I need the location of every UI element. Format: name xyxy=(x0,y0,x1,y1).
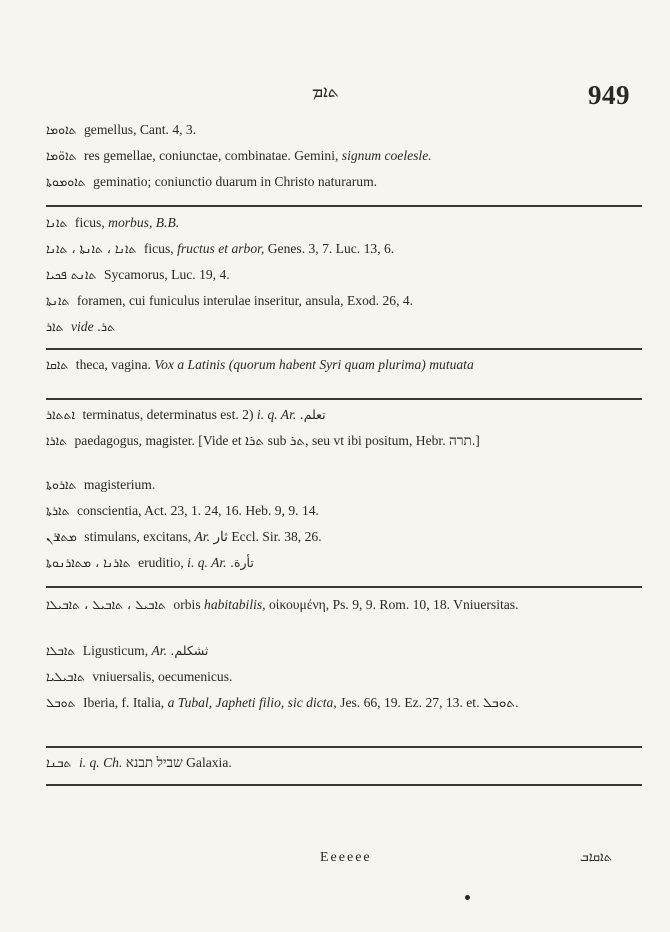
entry xyxy=(46,694,646,712)
entry-italic: i. q. Ar. xyxy=(256,407,297,422)
entry-reference: οἰκουμένη, Ps. 9, 9. Rom. 10, 18. Vniuersitas. xyxy=(268,597,519,612)
entry-reference: ثار Eccl. Sir. 38, 26. xyxy=(213,529,322,544)
entry-gloss: foramen, cui funiculus interulae inseritur, ansula, Exod. 26, 4. xyxy=(76,293,414,308)
entry xyxy=(46,642,646,660)
entry-gloss: stimulans, excitans, xyxy=(84,529,192,544)
section-rule xyxy=(46,784,642,786)
section-rule xyxy=(46,205,642,207)
syriac-headword: ܬܐܩܐ xyxy=(46,357,69,372)
entry-gloss: terminatus, determinatus est. 2) xyxy=(82,407,254,422)
syriac-headword: ܬܐܘܡܘܬܐ xyxy=(46,174,86,189)
entry xyxy=(46,596,646,614)
syriac-headword: ܐܬܬܐܪ xyxy=(46,407,76,422)
entry-gloss: vniuersalis, oecumenicus. xyxy=(92,669,233,684)
syriac-headword: ܬܐܢܐ ، ܬܐܢܬܐ ، ܬܐܢܐ xyxy=(46,241,137,256)
entry-gloss: Iberia, f. Italia, xyxy=(83,695,165,710)
entry-italic: Ar. xyxy=(194,529,211,544)
entry-gloss: Sycamorus, Luc. 19, 4. xyxy=(103,267,230,282)
section-rule xyxy=(46,398,642,400)
arabic-gloss: تأرة. xyxy=(230,555,254,570)
section-rule xyxy=(46,746,642,748)
syriac-headword: ܬܐܪܢܐ ، ܡܬܐܪܢܘܬܐ xyxy=(46,555,131,570)
entry xyxy=(46,476,646,494)
entry-italic: Vox a Latinis (quorum habent Syri quam plurima) mutuata xyxy=(154,357,474,372)
syriac-headword: ܬܐܪܬܐ xyxy=(46,503,70,518)
entry-reference: שביל תבנא Galaxia. xyxy=(125,755,232,770)
entry xyxy=(46,668,646,686)
entry xyxy=(46,147,646,165)
page-footer xyxy=(0,850,670,874)
entry-reference: ܬܪ. xyxy=(97,319,116,334)
entry xyxy=(46,266,646,284)
page-header xyxy=(0,80,670,120)
entry-italic: morbus, xyxy=(108,215,153,230)
entry xyxy=(46,502,646,520)
entry xyxy=(46,121,646,139)
entry xyxy=(46,292,646,310)
entry xyxy=(46,406,646,424)
entry-gloss: orbis xyxy=(173,597,201,612)
entry-gloss: res gemellae, coniunctae, combinatae. Gemini, xyxy=(83,148,339,163)
section-rule xyxy=(46,586,642,588)
arabic-gloss: تعلم. xyxy=(299,407,326,422)
syriac-headword: ܬܐܢܬ ܦܟܝܐ xyxy=(46,267,97,282)
arabic-gloss: ثشكلم. xyxy=(170,643,209,658)
entry-italic: i. q. Ar. xyxy=(187,555,227,570)
section-rule xyxy=(46,348,642,350)
entry xyxy=(46,754,646,772)
syriac-headword: ܬܐܒܠܐ xyxy=(46,643,76,658)
entry xyxy=(46,240,646,258)
entry-gloss: Ligusticum, xyxy=(82,643,149,658)
entry xyxy=(46,356,644,374)
entry xyxy=(46,318,646,336)
syriac-headword: ܬܐܪܐ xyxy=(46,433,68,448)
entry-italic: Ar. xyxy=(151,643,167,658)
entry-italic: signum coelesle. xyxy=(341,148,432,163)
catchword: ܬܐܩܐܒ xyxy=(579,850,612,865)
syriac-headword: ܬܒܢܐ xyxy=(46,755,72,770)
syriac-headword: ܬܐܢܬܐ xyxy=(46,293,70,308)
entry xyxy=(46,528,646,546)
entry-reference: Genes. 3, 7. Luc. 13, 6. xyxy=(267,241,395,256)
entry-gloss: magisterium. xyxy=(83,477,156,492)
entry-reference: B.B. xyxy=(155,215,180,230)
syriac-headword: ܬܐܪ xyxy=(46,319,64,334)
entry-italic: vide xyxy=(70,319,94,334)
signature-mark: Eeeeee xyxy=(320,850,372,865)
syriac-headword: ܬܐܢܐ xyxy=(46,215,68,230)
entry xyxy=(46,173,646,191)
page-number: 949 xyxy=(588,80,630,110)
entry-gloss: eruditio, xyxy=(138,555,184,570)
entry xyxy=(46,214,646,232)
entry-italic: habitabilis, xyxy=(204,597,266,612)
entry-gloss: ficus, xyxy=(143,241,174,256)
syriac-headword: ܬܐܒܝܠ ، ܬܐܒܝܠ ، ܬܐܒܝܠܐ xyxy=(46,597,167,612)
entry-gloss: paedagogus, magister. [Vide et ܬܪܐ sub ܬܪ, seu vt ibi positum, Hebr. תרה.] xyxy=(74,433,480,448)
syriac-headword: ܬܐܪܘܬܐ xyxy=(46,477,77,492)
entry xyxy=(46,554,646,572)
entry-italic: i. q. Ch. xyxy=(78,755,123,770)
syriac-headword: ܬܐܘܡܐ xyxy=(46,122,77,137)
syriac-headword: ܬܐܒܝܠܝܐ xyxy=(46,669,85,684)
entry-italic: fructus et arbor, xyxy=(177,241,265,256)
syriac-headword: ܬܘܒܠ xyxy=(46,695,76,710)
running-headword: ܬܐܡ xyxy=(312,82,339,101)
entry-gloss: conscientia, Act. 23, 1. 24, 16. Heb. 9, 9. 14. xyxy=(76,503,319,518)
entry-italic: a Tubal, Japheti filio, sic dicta, xyxy=(167,695,337,710)
entry-gloss: theca, vagina. xyxy=(75,357,151,372)
ink-dot xyxy=(465,895,470,900)
entry-gloss: ficus, xyxy=(74,215,105,230)
entry-gloss: gemellus, Cant. 4, 3. xyxy=(83,122,197,137)
syriac-headword: ܬܐܘ̈ܡܐ xyxy=(46,148,77,163)
entry-reference: Jes. 66, 19. Ez. 27, 13. et. ܬܘܒܠ. xyxy=(340,695,519,710)
entry-gloss: geminatio; coniunctio duarum in Christo naturarum. xyxy=(93,174,378,189)
syriac-headword: ܡܬܐܪܢ xyxy=(46,529,77,544)
entry xyxy=(46,432,646,450)
